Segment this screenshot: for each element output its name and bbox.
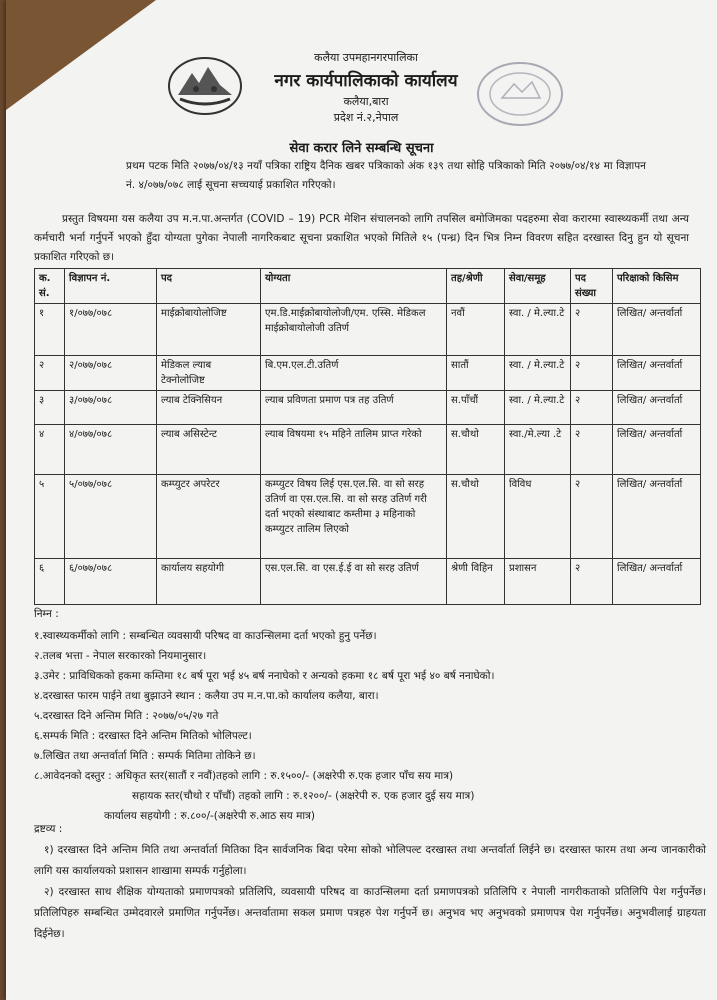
cell-qualification: एस.एल.सि. वा एस.ई.ई वा सो सरह उतिर्ण (261, 559, 447, 605)
table-row (35, 425, 701, 475)
cell-service: स्वा. / मे.ल्या.टे (505, 391, 571, 425)
table-row (35, 391, 701, 425)
cell-exam: लिखित/ अन्तर्वार्ता (613, 425, 701, 475)
cell-level: स.चौथो (447, 425, 505, 475)
cell-post: कम्प्युटर अपरेटर (157, 475, 261, 559)
cell-count: २ (571, 304, 613, 356)
cell-exam: लिखित/ अन्तर्वार्ता (613, 304, 701, 356)
table-wood-corner (6, 0, 156, 110)
cell-adv-no: ३/०७७/०७८ (65, 391, 157, 425)
cell-count: २ (571, 559, 613, 605)
col-header-level: तह/श्रेणी (447, 269, 505, 304)
cell-sn: ६ (35, 559, 65, 605)
cell-adv-no: ४/०७७/०७८ (65, 425, 157, 475)
cell-count: २ (571, 475, 613, 559)
cell-qualification: एम.डि.माईक्रोबायोलोजी/एम. एस्सि. मेडिकल माईक्रोबायोलोजी उतिर्ण (261, 304, 447, 356)
nepal-emblem-icon (166, 55, 244, 117)
cell-post: मेडिकल ल्याब टेक्नोलोजिष्ट (157, 356, 261, 391)
table-header-row (35, 269, 701, 304)
cell-level: स.चौथो (447, 475, 505, 559)
note-item: कार्यालय सहयोगी : रु.८००/-(अक्षरेपी रु.आठ सय मात्र) (104, 810, 315, 822)
note-item: सहायक स्तर(चौथो र पाँचौं) तहको लागि : रु.१२००/- (अक्षरेपी रु. एक हजार दुई सय मात्र) (132, 790, 475, 802)
municipality-name: कलैया उपमहानगरपालिका (314, 51, 418, 64)
cell-count: २ (571, 425, 613, 475)
note-item: ८.आवेदनको दस्तुर : अधिकृत स्तर(सातौं र नवौं)तहको लागि : रु.१५००/- (अक्षरेपी रु.एक हजार पाँच सय मात्र) (34, 770, 454, 782)
cell-qualification: ल्याब प्रविणता प्रमाण पत्र तह उतिर्ण (261, 391, 447, 425)
col-header-adv-no: विज्ञापन नं. (65, 269, 157, 304)
table-row (35, 559, 701, 605)
cell-adv-no: ६/०७७/०७८ (65, 559, 157, 605)
office-place: कलैया,बारा (343, 95, 389, 108)
note-item: ६.सम्पर्क मिति : दरखास्त दिने अन्तिम मितिको भोलिपल्ट। (34, 730, 252, 742)
cell-service: प्रशासन (505, 559, 571, 605)
cell-level: सातौं (447, 356, 505, 391)
note-item: ३.उमेर : प्राविधिकको हकमा कम्तिमा १८ बर्ष पूरा भई ४५ बर्ष ननाघेको र अन्यको हकमा १८ बर्ष पूरा भई ४० बर्ष ननाघेको। (34, 670, 495, 682)
cell-service: विविध (505, 475, 571, 559)
note-item: ५.दरखास्त दिने अन्तिम मिति : २०७७/०५/२७ गते (34, 710, 219, 722)
cell-sn: ३ (35, 391, 65, 425)
cell-post: कार्यालय सहयोगी (157, 559, 261, 605)
notice-title: सेवा करार लिने सम्बन्धि सूचना (289, 141, 434, 156)
notice-paragraph: प्रस्तुत विषयमा यस कलैया उप म.न.पा.अन्तर्गत (COVID – 19) PCR मेशिन संचालनको लागि तपसिल बमोजिमका पदहरुमा सेवा करारमा स्वास्थ्यकर्मी तथा अन्य कर्मचारी भर्ना गर्नुपर्ने भएको हुँदा योग्यता पुगेका नेपाली नागरिकबाट सूचना प्रकाशित भएको मितिले १५ (पन्ध्र) दिन भित्र निम्न विवरण सहित दरखास्त दिनु हुन यो सूचना प्रकाशित गरिएको छ। (34, 213, 689, 263)
posts-table (34, 268, 701, 605)
col-header-count: पद संख्या (571, 269, 613, 304)
col-header-qualification: योग्यता (261, 269, 447, 304)
notes-heading: निम्न : (34, 608, 59, 620)
note-item: २.तलब भत्ता - नेपाल सरकारको नियमानुसार। (34, 650, 207, 662)
cell-post: माईक्रोबायोलोजिष्ट (157, 304, 261, 356)
col-header-post: पद (157, 269, 261, 304)
cell-count: २ (571, 356, 613, 391)
note-item: ७.लिखित तथा अन्तर्वार्ता मिति : सम्पर्क मितिमा तोकिने छ। (34, 750, 256, 762)
cell-sn: ४ (35, 425, 65, 475)
cell-level: श्रेणी विहिन (447, 559, 505, 605)
cell-sn: १ (35, 304, 65, 356)
cell-service: स्वा. / मे.ल्या.टे (505, 304, 571, 356)
cell-service: स्वा. / मे.ल्या.टे (505, 356, 571, 391)
cell-adv-no: २/०७७/०७८ (65, 356, 157, 391)
observe-item: १) दरखास्त दिने अन्तिम मिति तथा अन्तर्वार्ता मितिका दिन सार्वजनिक बिदा परेमा सोको भोलिपल्ट दरखास्त तथा अन्तर्वार्ता लिईने छ। दरखास्त फारम तथा अन्य जानकारीको लागि यस कार्यालयको प्रशासन शाखामा सम्पर्क गर्नुहोला। (34, 844, 706, 877)
col-header-service: सेवा/समूह (505, 269, 571, 304)
notice-intro: प्रथम पटक मिति २०७७/०४/१३ नयाँ पत्रिका राष्ट्रिय दैनिक खबर पत्रिकाको अंक १३९ तथा सोहि पत्रिकाको मिति २०७७/०४/१४ मा विज्ञापन नं. ४/०७७/०७८ लाई सूचना सच्चयाई प्रकाशित गरिएको। (126, 160, 646, 191)
cell-exam: लिखित/ अन्तर्वार्ता (613, 559, 701, 605)
observe-list (34, 840, 706, 945)
cell-service: स्वा./मे.ल्या .टे (505, 425, 571, 475)
office-province: प्रदेश नं.२,नेपाल (333, 111, 399, 124)
observe-heading: द्रष्टव्य : (34, 823, 63, 835)
note-item: १.स्वास्थ्यकर्मीको लागि : सम्बन्धित व्यवसायी परिषद वा काउन्सिलमा दर्ता भएको हुनु पर्नेछ। (34, 630, 377, 642)
table-row (35, 356, 701, 391)
cell-exam: लिखित/ अन्तर्वार्ता (613, 356, 701, 391)
notes-list (34, 626, 704, 826)
cell-count: २ (571, 391, 613, 425)
note-item: ४.दरखास्त फारम पाईने तथा बुझाउने स्थान : कलैया उप म.न.पा.को कार्यालय कलैया, बारा। (34, 690, 379, 702)
col-header-exam: परिक्षाको किसिम (613, 269, 701, 304)
cell-adv-no: ५/०७७/०७८ (65, 475, 157, 559)
cell-exam: लिखित/ अन्तर्वार्ता (613, 391, 701, 425)
cell-qualification: कम्प्युटर विषय लिई एस.एल.सि. वा सो सरह उतिर्ण वा एस.एल.सि. वा सो सरह उतिर्ण गरी दर्ता भएको संस्थाबाट कम्तीमा ३ महिनाको कम्प्युटर तालिम लिएको (261, 475, 447, 559)
office-name: नगर कार्यपालिकाको कार्यालय (274, 71, 458, 91)
cell-level: नवौं (447, 304, 505, 356)
table-row (35, 475, 701, 559)
cell-exam: लिखित/ अन्तर्वार्ता (613, 475, 701, 559)
cell-sn: ५ (35, 475, 65, 559)
cell-sn: २ (35, 356, 65, 391)
cell-adv-no: १/०७७/०७८ (65, 304, 157, 356)
cell-post: ल्याब टेक्निसियन (157, 391, 261, 425)
office-seal-stamp-icon (474, 58, 566, 130)
cell-post: ल्याब असिस्टेन्ट (157, 425, 261, 475)
document-page (6, 0, 717, 1000)
cell-qualification: बि.एम.एल.टी.उतिर्ण (261, 356, 447, 391)
cell-level: स.पाँचौं (447, 391, 505, 425)
observe-item: २) दरखास्त साथ शैक्षिक योग्यताको प्रमाणपत्रको प्रतिलिपि, व्यवसायी परिषद वा काउन्सिलमा दर्ता प्रमाणपत्रको प्रतिलिपि र नेपाली नागरीकताको प्रतिलिपि पेश गर्नुपर्नेछ। प्रतिलिपिहरु सम्बन्धित उम्मेदवारले प्रमाणित गर्नुपर्नेछ। अन्तर्वातामा सकल प्रमाण पत्रहरु पेश गर्नुपर्ने छ। अनुभव भए अनुभवको प्रमाणपत्र पेश गर्नुपर्नेछ। अनुभवीलाई ग्राहयता दिईनेछ। (34, 886, 706, 940)
table-row (35, 304, 701, 356)
col-header-sn: क. सं. (35, 269, 65, 304)
cell-qualification: ल्याब विषयमा १५ महिने तालिम प्राप्त गरेको (261, 425, 447, 475)
